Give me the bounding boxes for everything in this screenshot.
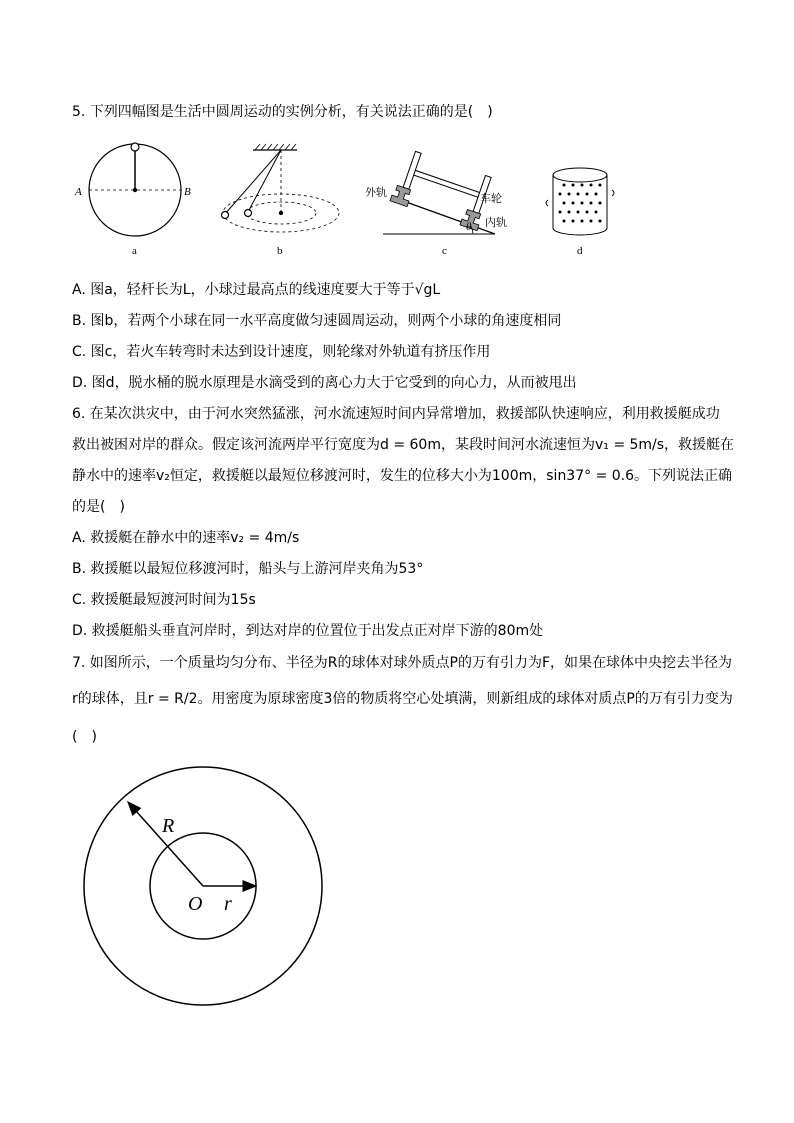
q5-option-a: A. 图a，轻杆长为L，小球过最高点的线速度要大于等于√gL <box>72 282 441 298</box>
q6-stem-line-4: 的是( ) <box>72 499 125 515</box>
q6-stem-line-1: 6. 在某次洪灾中，由于河水突然猛涨，河水流速短时间内异常增加，救援部队快速响应，利用救援艇成功 <box>72 406 720 422</box>
q7-figure <box>80 762 330 1012</box>
fig-c-label: c <box>442 245 447 257</box>
q7-center-label: O <box>188 893 203 915</box>
q6-stem-line-3: 静水中的速率v₂恒定，救援艇以最短位移渡河时，发生的位移大小为100m，sin37° = 0.6。下列说法正确 <box>72 468 733 484</box>
q7-stem-line-3: ( ) <box>72 729 97 745</box>
q7-stem-line-2: r的球体，且r = R/2。用密度为原球密度3倍的物质将空心处填满，则新组成的球体对质点P的万有引力变为 <box>72 691 733 707</box>
q5-option-d: D. 图d，脱水桶的脱水原理是水滴受到的离心力大于它受到的向心力，从而被甩出 <box>72 375 577 391</box>
fig-c-wheel: 车轮 <box>480 193 502 205</box>
q5-figure-c <box>365 140 525 265</box>
fig-c-inner-rail: 内轨 <box>485 217 507 229</box>
q5-stem: 5. 下列四幅图是生活中圆周运动的实例分析，有关说法正确的是( ) <box>72 104 493 120</box>
q5-figure-d <box>540 140 625 265</box>
q6-option-d: D. 救援艇船头垂直河岸时，到达对岸的位置位于出发点正对岸下游的80m处 <box>72 623 544 639</box>
q6-option-a: A. 救援艇在静水中的速率v₂ = 4m/s <box>72 530 300 546</box>
q5-option-b: B. 图b，若两个小球在同一水平高度做匀速圆周运动，则两个小球的角速度相同 <box>72 313 562 329</box>
fig-a-label: a <box>132 245 137 257</box>
q7-big-radius-label: R <box>162 815 175 837</box>
q6-option-c: C. 救援艇最短渡河时间为15s <box>72 592 256 608</box>
q6-stem-line-2: 救出被困对岸的群众。假定该河流两岸平行宽度为d = 60m，某段时间河水流速恒为v₁ = 5m/s，救援艇在 <box>72 437 735 453</box>
q5-figure-b <box>215 140 350 265</box>
fig-c-outer-rail: 外轨 <box>365 187 387 199</box>
q7-small-radius-label: r <box>224 893 232 915</box>
fig-d-label: d <box>577 245 583 257</box>
fig-b-label: b <box>277 245 283 257</box>
fig-a-point-a: A <box>75 186 82 198</box>
fig-c-angle: θ <box>466 221 472 233</box>
fig-a-point-b: B <box>184 186 191 198</box>
q6-option-b: B. 救援艇以最短位移渡河时，船头与上游河岸夹角为53° <box>72 561 424 577</box>
q5-option-c: C. 图c，若火车转弯时未达到设计速度，则轮缘对外轨道有挤压作用 <box>72 344 491 360</box>
q7-stem-line-1: 7. 如图所示，一个质量均匀分布、半径为R的球体对球外质点P的万有引力为F，如果在球体中央挖去半径为 <box>72 655 733 671</box>
q5-figure-a <box>72 140 202 265</box>
